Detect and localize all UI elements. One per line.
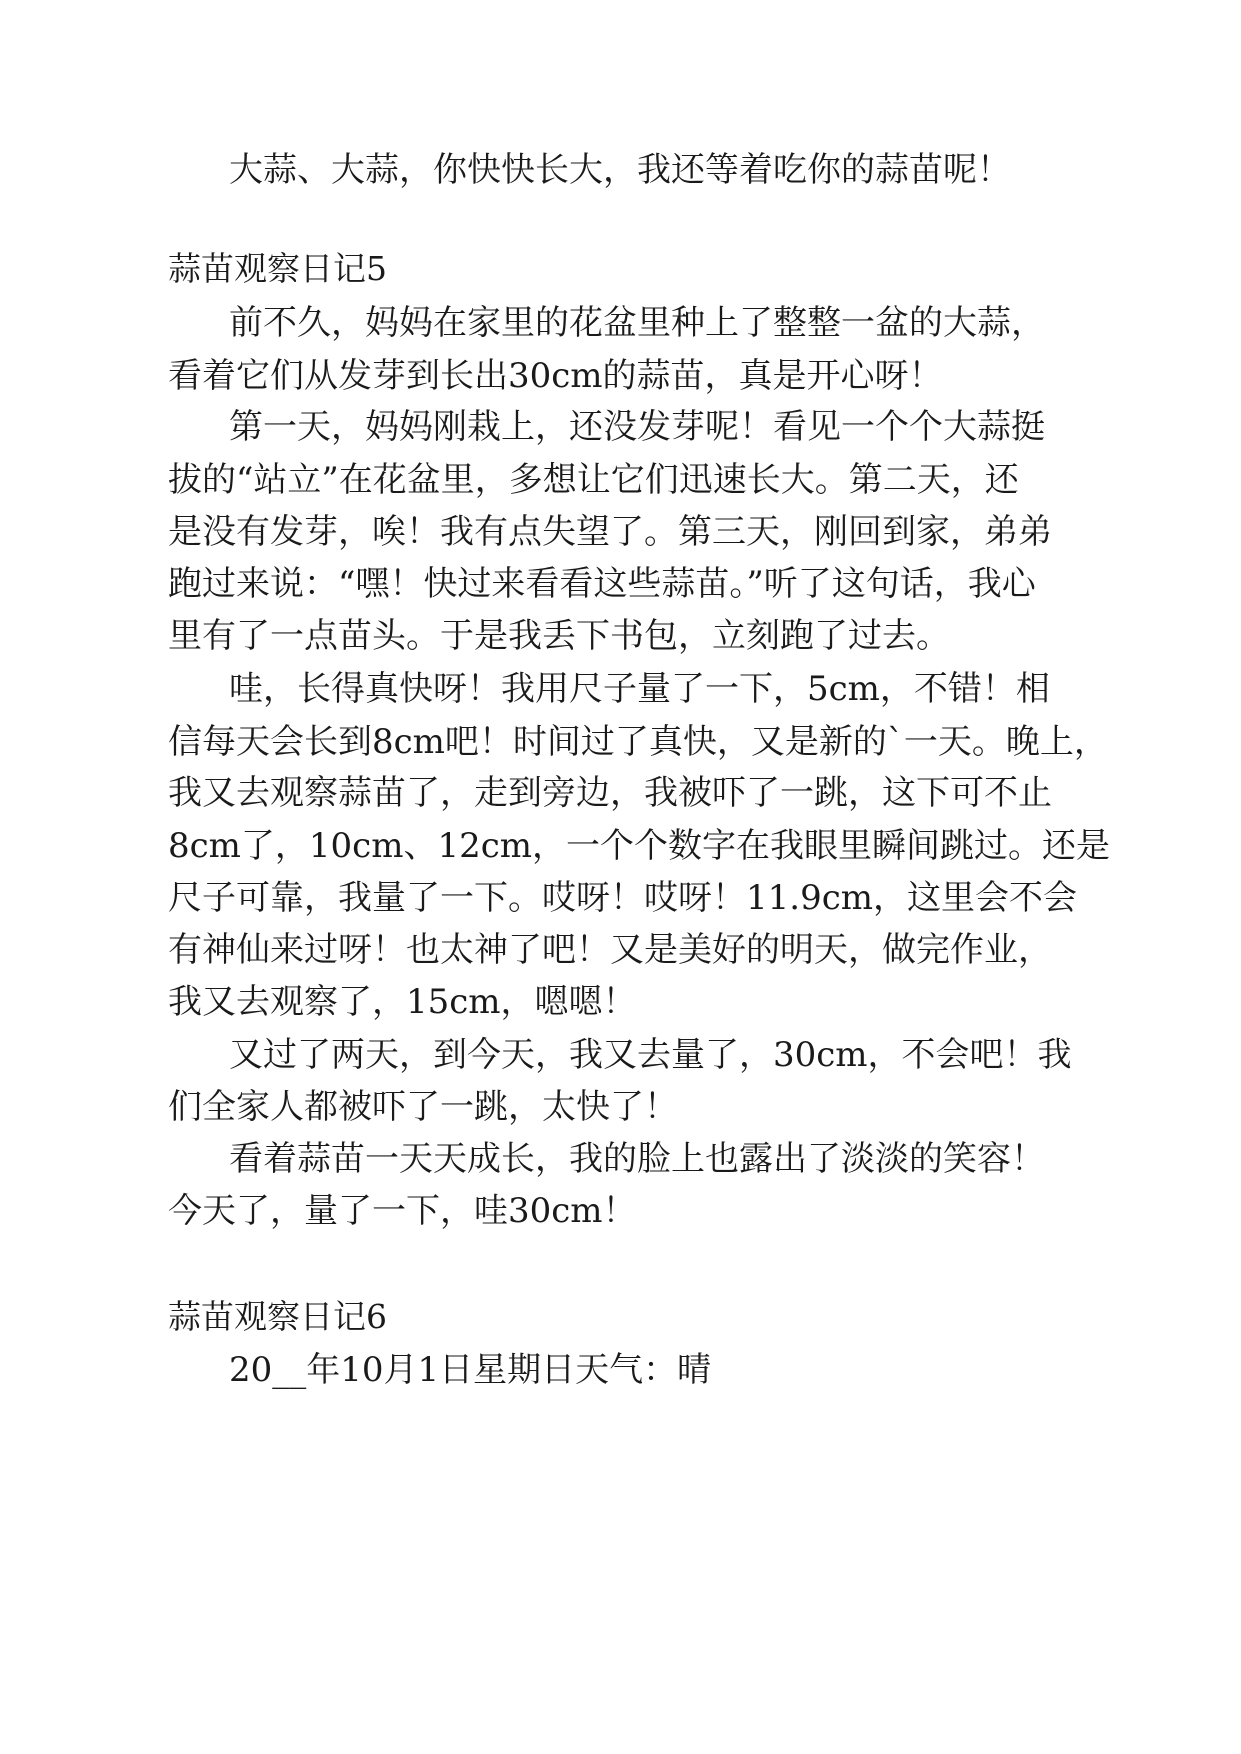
paragraph-line: 我又去观察了，15cm，嗯嗯！: [168, 982, 637, 1022]
section-6-title: 蒜苗观察日记6: [168, 1297, 387, 1336]
paragraph-line: 前不久，妈妈在家里的花盆里种上了整整一盆的大蒜，: [229, 303, 1045, 343]
paragraph-line: 拔的“站立”在花盆里，多想让它们迅速长大。第二天，还: [168, 460, 1019, 500]
paragraph-line: 20__年10月1日星期日天气：晴: [229, 1350, 712, 1390]
paragraph-line: 第一天，妈妈刚栽上，还没发芽呢！看见一个个大蒜挺: [229, 407, 1045, 447]
paragraph-line: 又过了两天，到今天，我又去量了，30cm，不会吧！我: [229, 1035, 1072, 1075]
paragraph-line: 看着蒜苗一天天成长，我的脸上也露出了淡淡的笑容！: [229, 1139, 1045, 1179]
paragraph-line: 看着它们从发芽到长出30cm的蒜苗，真是开心呀！: [168, 356, 943, 396]
intro-line: 大蒜、大蒜，你快快长大，我还等着吃你的蒜苗呢！: [229, 150, 1011, 190]
paragraph-line: 8cm了，10cm、12cm，一个个数字在我眼里瞬间跳过。还是: [168, 826, 1111, 866]
paragraph-line: 是没有发芽，唉！我有点失望了。第三天，刚回到家，弟弟: [168, 512, 1052, 552]
paragraph-line: 们全家人都被吓了一跳，太快了！: [168, 1087, 678, 1127]
paragraph-line: 里有了一点苗头。于是我丢下书包，立刻跑了过去。: [168, 616, 950, 656]
paragraph-line: 有神仙来过呀！也太神了吧！又是美好的明天，做完作业，: [168, 930, 1052, 970]
paragraph-line: 尺子可靠，我量了一下。哎呀！哎呀！11.9cm，这里会不会: [168, 878, 1077, 918]
section-5-title: 蒜苗观察日记5: [168, 249, 387, 288]
paragraph-line: 跑过来说：“嘿！快过来看看这些蒜苗。”听了这句话，我心: [168, 564, 1036, 604]
paragraph-line: 今天了，量了一下，哇30cm！: [168, 1191, 637, 1231]
paragraph-line: 信每天会长到8cm吧！时间过了真快，又是新的`一天。晚上，: [168, 722, 1108, 762]
paragraph-line: 我又去观察蒜苗了，走到旁边，我被吓了一跳，这下可不止: [168, 773, 1052, 813]
paragraph-line: 哇，长得真快呀！我用尺子量了一下，5cm，不错！相: [229, 669, 1050, 709]
